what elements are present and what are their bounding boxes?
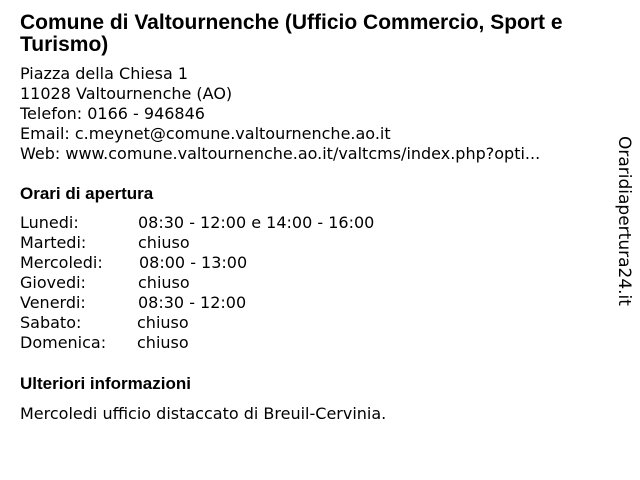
- day-hours: chiuso: [138, 273, 190, 292]
- day-label: Lunedi:: [20, 213, 79, 232]
- day-label: Mercoledi:: [20, 253, 103, 272]
- email-address: Email: c.meynet@comune.valtournenche.ao.it: [20, 124, 391, 143]
- day-hours: 08:30 - 12:00: [138, 293, 247, 312]
- page-title: Comune di Valtournenche (Ufficio Commercio, Sport e Turismo): [20, 11, 563, 56]
- more-info-heading: Ulteriori informazioni: [20, 374, 191, 393]
- day-label: Domenica:: [20, 333, 107, 352]
- day-hours: 08:30 - 12:00 e 14:00 - 16:00: [138, 213, 375, 232]
- day-label: Martedi:: [20, 233, 87, 252]
- more-info-text: Mercoledi ufficio distaccato di Breuil-Cervinia.: [20, 404, 387, 423]
- day-hours: 08:00 - 13:00: [139, 253, 248, 272]
- street-address: Piazza della Chiesa 1: [20, 64, 189, 83]
- day-hours: chiuso: [138, 233, 190, 252]
- website-link[interactable]: Web: www.comune.valtournenche.ao.it/valtcms/index.php?opti...: [20, 144, 541, 163]
- day-label: Venerdi:: [20, 293, 86, 312]
- contact-block: [20, 64, 610, 164]
- hours-heading: Orari di apertura: [20, 184, 154, 203]
- day-hours: chiuso: [137, 313, 189, 332]
- site-watermark: Oraridiapertura24.it: [614, 136, 634, 306]
- phone-number: Telefon: 0166 - 946846: [20, 104, 205, 123]
- day-hours: chiuso: [137, 333, 189, 352]
- city-address: 11028 Valtournenche (AO): [20, 84, 233, 103]
- day-label: Giovedi:: [20, 273, 86, 292]
- day-label: Sabato:: [20, 313, 82, 332]
